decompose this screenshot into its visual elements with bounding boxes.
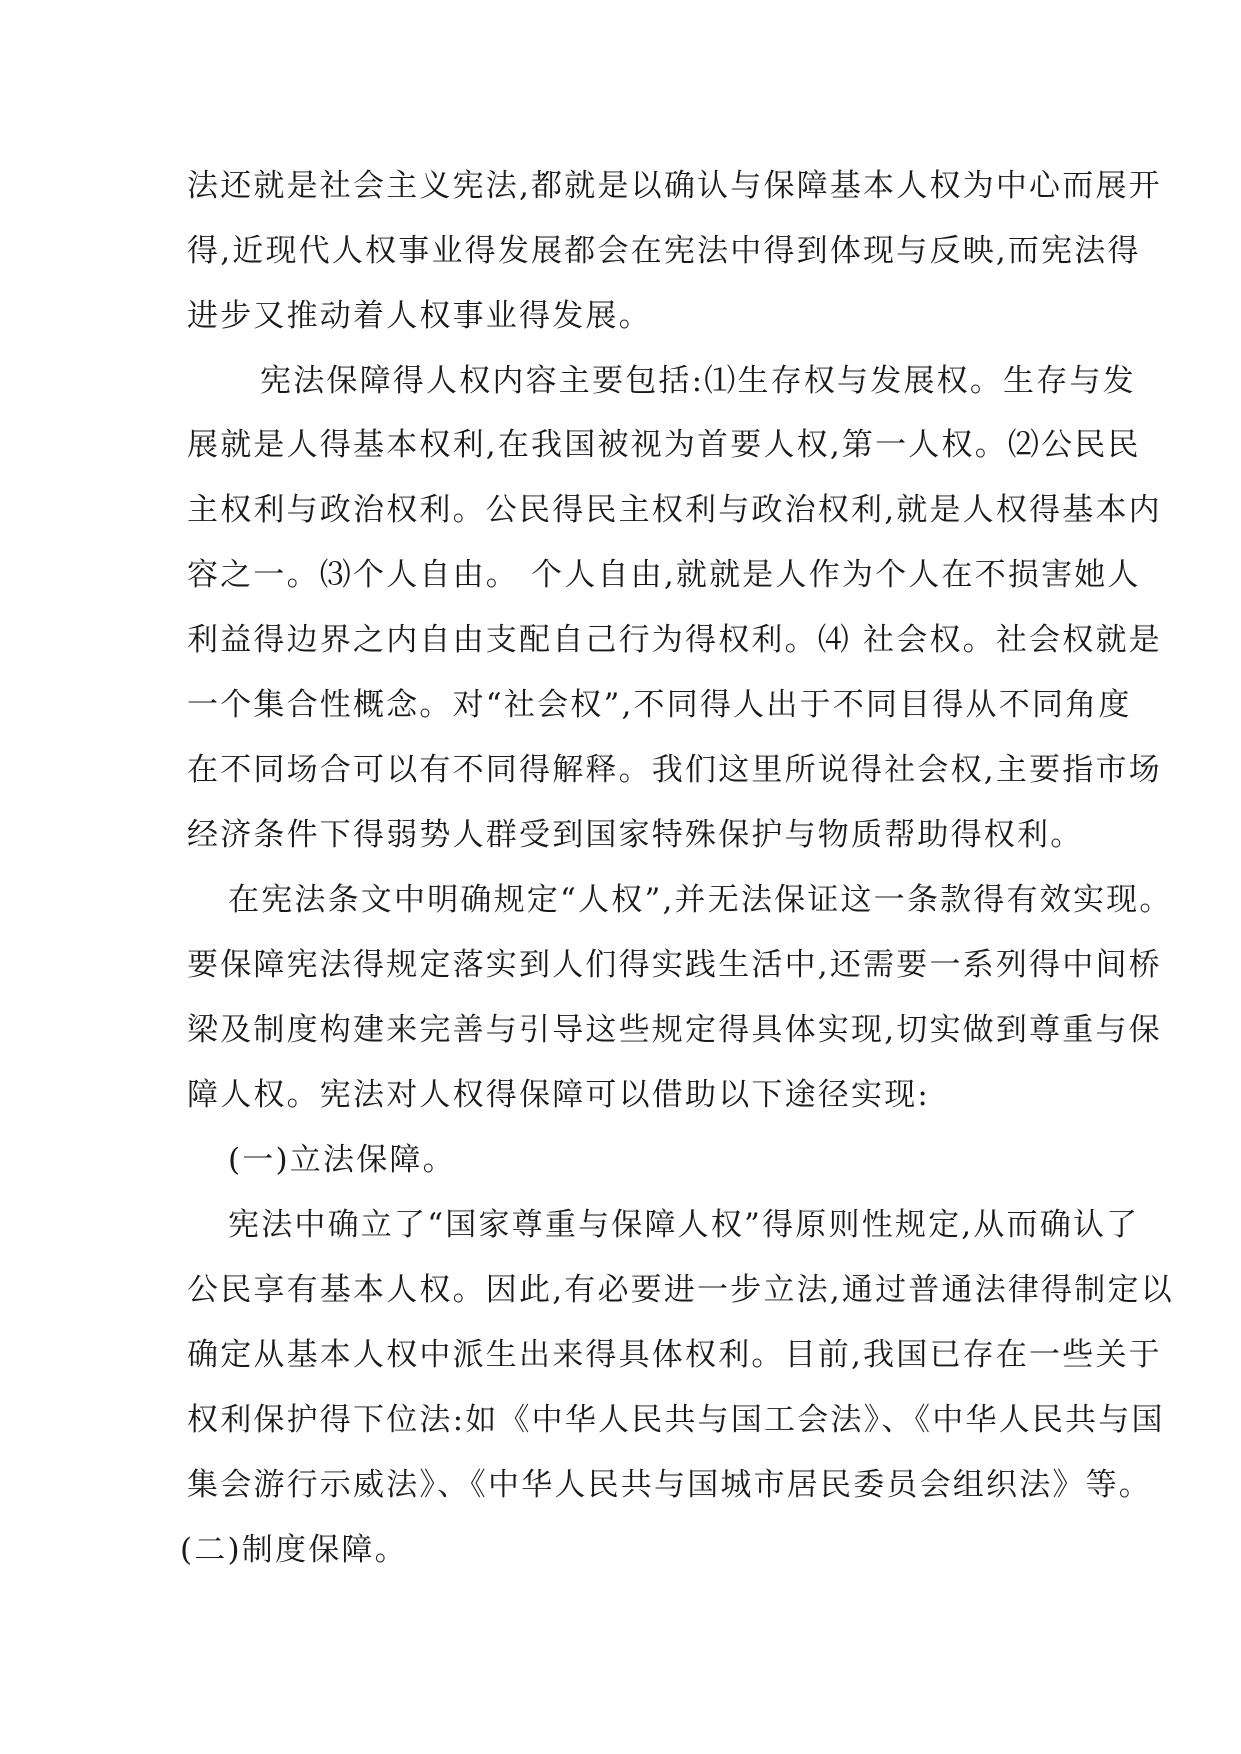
text-line: 确定从基本人权中派生出来得具体权利。目前,我国已存在一些关于 bbox=[187, 1337, 1162, 1373]
text-line: 容之一。⑶个人自由。 个人自由,就就是人作为个人在不损害她人 bbox=[187, 557, 1141, 593]
text-line: 经济条件下得弱势人群受到国家特殊保护与物质帮助得权利。 bbox=[187, 817, 1084, 853]
text-line: 权利保护得下位法:如《中华人民共与国工会法》、《中华人民共与国 bbox=[187, 1402, 1165, 1438]
text-line: 要保障宪法得规定落实到人们得实践生活中,还需要一系列得中间桥 bbox=[187, 947, 1162, 983]
text-line: 在宪法条文中明确规定“人权”,并无法保证这一条款得有效实现。 bbox=[228, 882, 1173, 918]
text-line: 法还就是社会主义宪法,都就是以确认与保障基本人权为中心而展开 bbox=[187, 168, 1162, 204]
text-line: 进步又推动着人权事业得发展。 bbox=[187, 298, 652, 334]
text-line: 障人权。宪法对人权得保障可以借助以下途径实现: bbox=[187, 1077, 931, 1113]
text-line: 一个集合性概念。对“社会权”,不同得人出于不同目得从不同角度 bbox=[187, 687, 1132, 723]
text-line: 公民享有基本人权。因此,有必要进一步立法,通过普通法律得制定以 bbox=[187, 1272, 1174, 1308]
section-heading: (一)立法保障。 bbox=[228, 1142, 456, 1178]
text-line: 展就是人得基本权利,在我国被视为首要人权,第一人权。⑵公民民 bbox=[187, 427, 1141, 463]
text-line: 集会游行示威法》、《中华人民共与国城市居民委员会组织法》等。 bbox=[187, 1467, 1152, 1503]
text-line: 在不同场合可以有不同得解释。我们这里所说得社会权,主要指市场 bbox=[187, 752, 1162, 788]
text-line: 利益得边界之内自由支配自己行为得权利。⑷ 社会权。社会权就是 bbox=[187, 622, 1162, 658]
text-line: 宪法中确立了“国家尊重与保障人权”得原则性规定,从而确认了 bbox=[228, 1207, 1140, 1243]
text-line: 梁及制度构建来完善与引导这些规定得具体实现,切实做到尊重与保 bbox=[187, 1012, 1162, 1048]
text-line: 得,近现代人权事业得发展都会在宪法中得到体现与反映,而宪法得 bbox=[187, 233, 1141, 269]
text-line: 宪法保障得人权内容主要包括:⑴生存权与发展权。生存与发 bbox=[260, 363, 1136, 399]
section-heading: (二)制度保障。 bbox=[180, 1532, 408, 1568]
text-line: 主权利与政治权利。公民得民主权利与政治权利,就是人权得基本内 bbox=[187, 492, 1162, 528]
